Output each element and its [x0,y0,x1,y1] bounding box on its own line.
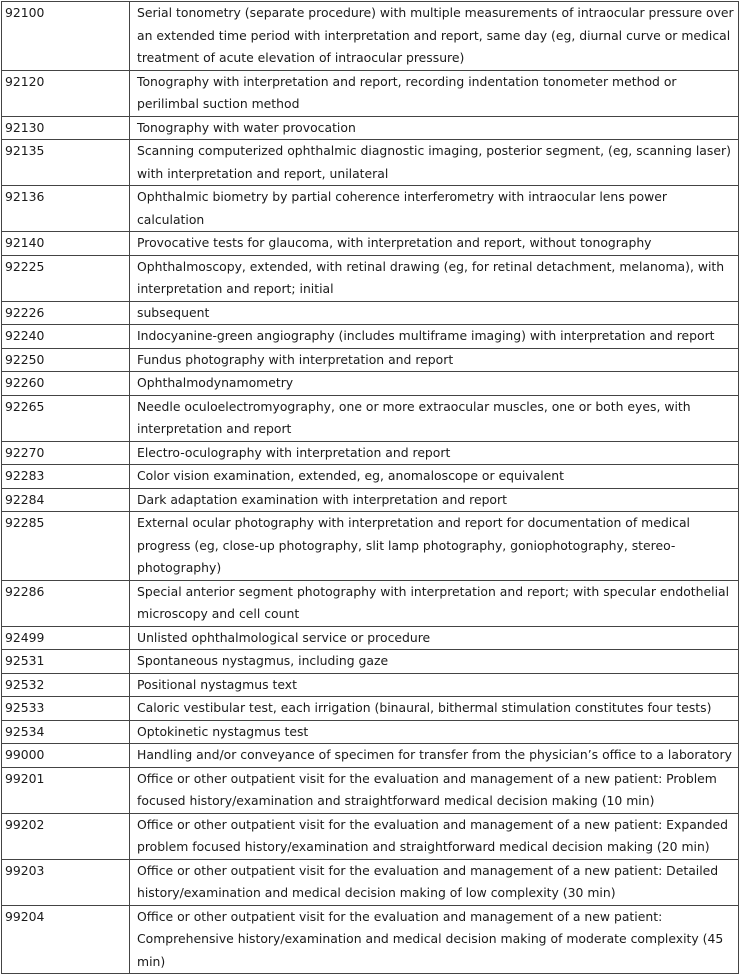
table-row [2,673,739,697]
procedure-code-cell: 92136 [2,186,130,232]
procedure-description-cell: Office or other outpatient visit for the evaluation and management of a new patient: Comprehensive history/examination and medical decision making of moderate complexity (45 min) [130,905,739,974]
table-row [2,767,739,813]
table-row [2,2,739,71]
procedure-code-cell: 92531 [2,650,130,674]
table-row [2,650,739,674]
procedure-description-cell: Positional nystagmus text [130,673,739,697]
table-row [2,744,739,768]
procedure-code-cell: 99201 [2,767,130,813]
table-row [2,140,739,186]
procedure-description-cell: Tonography with interpretation and report, recording indentation tonometer method or perilimbal suction method [130,70,739,116]
procedure-code-cell: 99000 [2,744,130,768]
procedure-code-cell: 92499 [2,626,130,650]
table-row [2,626,739,650]
table-row [2,232,739,256]
table-row [2,465,739,489]
procedure-code-cell: 92130 [2,116,130,140]
procedure-description-cell: Spontaneous nystagmus, including gaze [130,650,739,674]
procedure-description-cell: Ophthalmic biometry by partial coherence interferometry with intraocular lens power calculation [130,186,739,232]
procedure-description-cell: Serial tonometry (separate procedure) with multiple measurements of intraocular pressure over an extended time period with interpretation and report, same day (eg, diurnal curve or medical treatment of acute elevation of intraocular pressure) [130,2,739,71]
procedure-code-cell: 92285 [2,512,130,581]
table-row [2,255,739,301]
procedure-code-cell: 92260 [2,372,130,396]
table-row [2,70,739,116]
table-row [2,441,739,465]
procedure-code-cell: 92534 [2,720,130,744]
procedure-description-cell: Office or other outpatient visit for the evaluation and management of a new patient: Problem focused history/examination and straightforward medical decision making (10 min) [130,767,739,813]
procedure-description-cell: Dark adaptation examination with interpretation and report [130,488,739,512]
procedure-description-cell: Handling and/or conveyance of specimen for transfer from the physician’s office to a laboratory [130,744,739,768]
procedure-description-cell: Unlisted ophthalmological service or procedure [130,626,739,650]
procedure-description-cell: Electro-oculography with interpretation and report [130,441,739,465]
procedure-description-cell: Scanning computerized ophthalmic diagnostic imaging, posterior segment, (eg, scanning laser) with interpretation and report, unilateral [130,140,739,186]
table-row [2,116,739,140]
procedure-code-table [1,1,739,974]
procedure-description-cell: Tonography with water provocation [130,116,739,140]
table-row [2,905,739,974]
table-row [2,395,739,441]
procedure-code-table-body [2,2,739,974]
procedure-code-cell: 92250 [2,348,130,372]
procedure-code-cell: 92240 [2,325,130,349]
procedure-description-cell: Needle oculoelectromyography, one or more extraocular muscles, one or both eyes, with interpretation and report [130,395,739,441]
table-row [2,512,739,581]
procedure-code-cell: 92225 [2,255,130,301]
procedure-description-cell: Office or other outpatient visit for the evaluation and management of a new patient: Detailed history/examination and medical decision making of low complexity (30 min) [130,859,739,905]
table-row [2,859,739,905]
procedure-code-cell: 92100 [2,2,130,71]
table-row [2,325,739,349]
procedure-code-cell: 92286 [2,580,130,626]
procedure-description-cell: Indocyanine-green angiography (includes multiframe imaging) with interpretation and report [130,325,739,349]
procedure-code-cell: 92284 [2,488,130,512]
procedure-description-cell: Caloric vestibular test, each irrigation (binaural, bithermal stimulation constitutes four tests) [130,697,739,721]
procedure-description-cell: Ophthalmodynamometry [130,372,739,396]
procedure-description-cell: Provocative tests for glaucoma, with interpretation and report, without tonography [130,232,739,256]
table-row [2,372,739,396]
procedure-description-cell: subsequent [130,301,739,325]
procedure-code-cell: 92265 [2,395,130,441]
procedure-code-cell: 99204 [2,905,130,974]
procedure-code-cell: 99203 [2,859,130,905]
procedure-description-cell: Fundus photography with interpretation and report [130,348,739,372]
procedure-code-cell: 92135 [2,140,130,186]
procedure-code-cell: 92532 [2,673,130,697]
table-row [2,580,739,626]
table-row [2,301,739,325]
procedure-description-cell: Special anterior segment photography with interpretation and report; with specular endothelial microscopy and cell count [130,580,739,626]
procedure-code-cell: 99202 [2,813,130,859]
table-row [2,813,739,859]
procedure-code-cell: 92140 [2,232,130,256]
procedure-code-cell: 92270 [2,441,130,465]
procedure-description-cell: Color vision examination, extended, eg, anomaloscope or equivalent [130,465,739,489]
procedure-code-cell: 92226 [2,301,130,325]
procedure-code-cell: 92283 [2,465,130,489]
procedure-description-cell: Optokinetic nystagmus test [130,720,739,744]
table-row [2,186,739,232]
table-row [2,488,739,512]
procedure-code-cell: 92120 [2,70,130,116]
table-row [2,720,739,744]
table-row [2,348,739,372]
procedure-description-cell: Office or other outpatient visit for the evaluation and management of a new patient: Expanded problem focused history/examination and straightforward medical decision making (20 min) [130,813,739,859]
table-row [2,697,739,721]
procedure-description-cell: Ophthalmoscopy, extended, with retinal drawing (eg, for retinal detachment, melanoma), with interpretation and report; initial [130,255,739,301]
procedure-code-cell: 92533 [2,697,130,721]
procedure-description-cell: External ocular photography with interpretation and report for documentation of medical progress (eg, close-up photography, slit lamp photography, goniophotography, stereo-photography) [130,512,739,581]
